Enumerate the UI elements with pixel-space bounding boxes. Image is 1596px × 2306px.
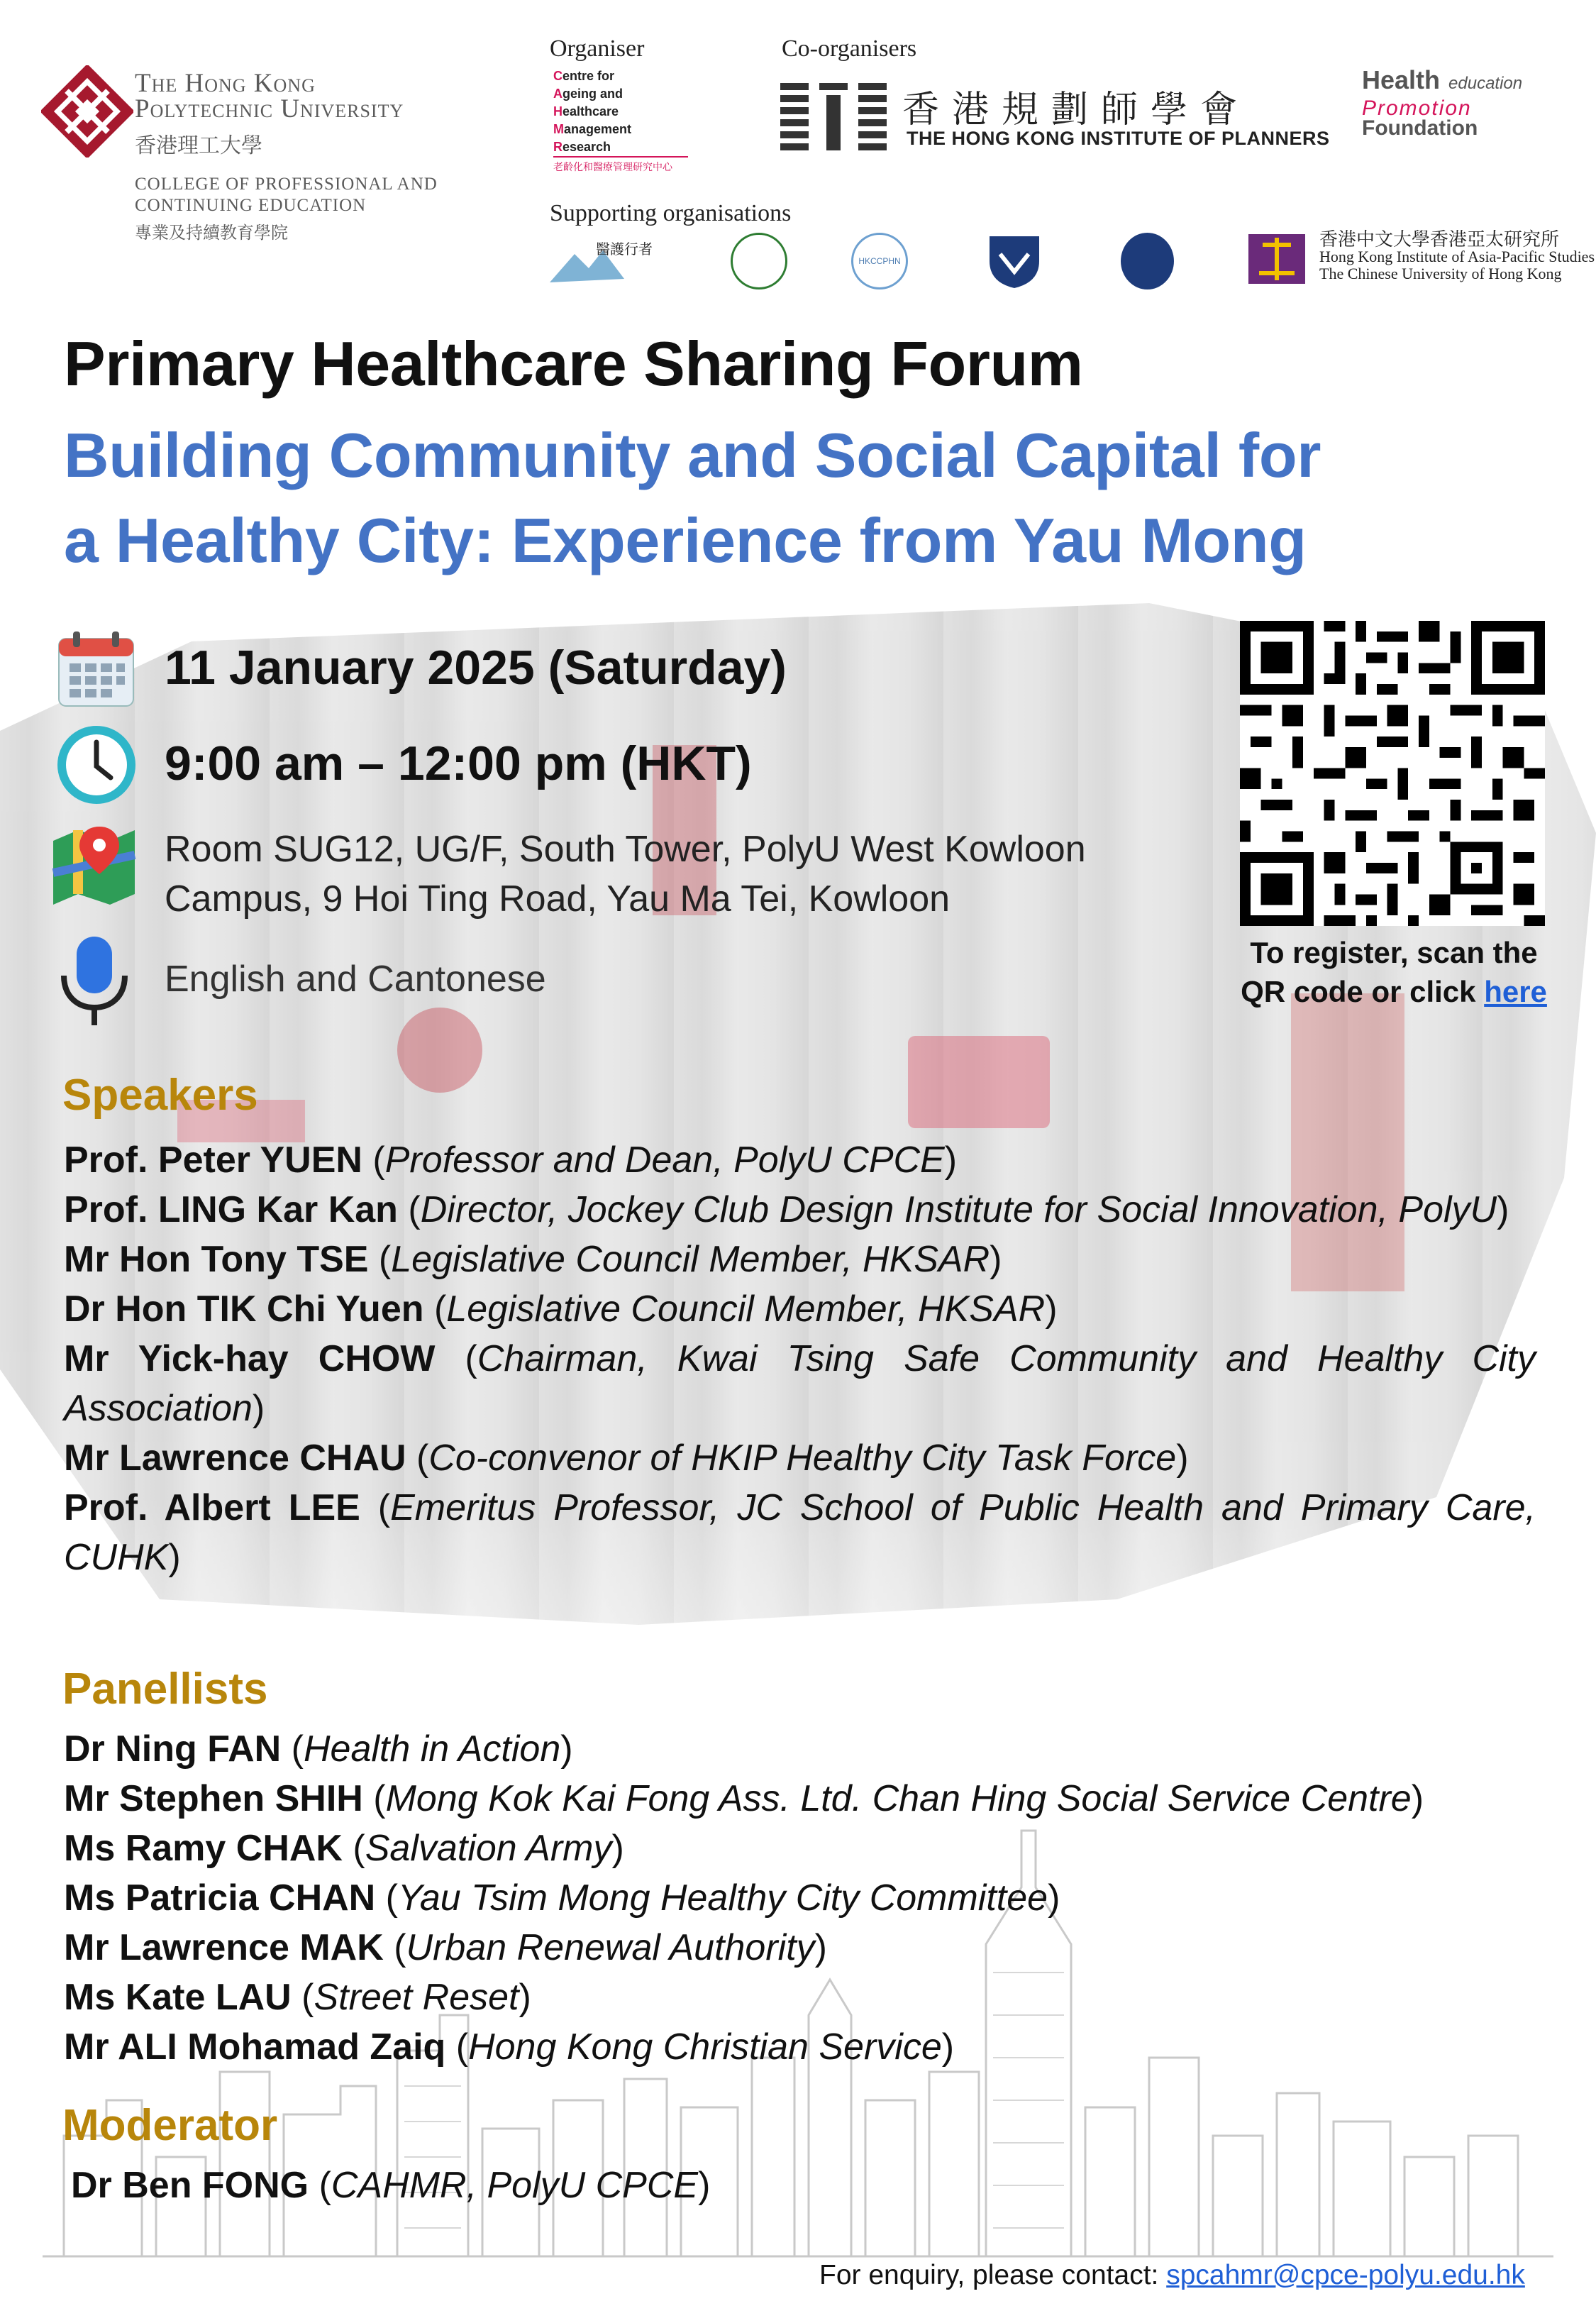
organiser-label: Organiser (550, 35, 645, 62)
panellists-heading: Panellists (62, 1665, 268, 1714)
clock-icon (54, 722, 139, 807)
moderator-name: Dr Ben FONG (71, 2165, 309, 2206)
panellist-affiliation: Health in Action (303, 1728, 561, 1770)
cahmr-logo (553, 67, 631, 156)
event-subtitle-line1: Building Community and Social Capital for (64, 420, 1321, 490)
panellist-item: Ms Kate LAU (Street Reset) (64, 1977, 531, 2018)
speaker-item: Mr Lawrence CHAU (Co-convenor of HKIP Healthy City Task Force) (64, 1438, 1189, 1479)
panellist-item: Mr ALI Mohamad Zaiq (Hong Kong Christian Service) (64, 2026, 955, 2068)
speaker-name: Prof. Albert LEE (64, 1487, 360, 1528)
polyu-name-line2: Polytechnic University (135, 94, 404, 123)
speaker-item: Prof. Peter YUEN (Professor and Dean, PolyU CPCE) (64, 1140, 958, 1181)
speaker-item: Mr Hon Tony TSE (Legislative Council Member, HKSAR) (64, 1239, 1002, 1280)
panellist-name: Ms Kate LAU (64, 1977, 292, 2018)
microphone-icon (55, 933, 133, 1029)
panellist-name: Mr Stephen SHIH (64, 1778, 363, 1819)
panellist-affiliation: Yau Tsim Mong Healthy City Committee (398, 1877, 1048, 1919)
panellist-item: Dr Ning FAN (Health in Action) (64, 1728, 573, 1770)
background-sign (908, 1036, 1050, 1128)
hkiaps-name (1319, 231, 1595, 282)
shield-logo (982, 233, 1046, 289)
supporting-org-logo (731, 233, 787, 289)
speaker-name: Mr Hon Tony TSE (64, 1239, 369, 1280)
cahmr-name-zh: 老齡化和醫療管理研究中心 (553, 161, 672, 172)
enquiry-label: For enquiry, please contact: (819, 2260, 1167, 2290)
supporting-org-seal-logo (1121, 233, 1174, 289)
speaker-affiliation: Director, Jockey Club Design Institute for Social Innovation, PolyU (420, 1189, 1497, 1230)
speaker-affiliation: Emeritus Professor, JC School of Public Health and Primary Care, CUHK (64, 1487, 1536, 1578)
speaker-affiliation: Legislative Council Member, HKSAR (446, 1289, 1046, 1330)
hkccphn-logo: HKCCPHN (851, 233, 908, 289)
hepf-education: education (1448, 74, 1523, 93)
cuhk-name-en: The Chinese University of Hong Kong (1319, 265, 1562, 282)
event-language: English and Cantonese (165, 959, 546, 1000)
panellist-name: Mr Lawrence MAK (64, 1927, 384, 1968)
panellist-item: Mr Stephen SHIH (Mong Kok Kai Fong Ass. Ltd. Chan Hing Social Service Centre) (64, 1778, 1424, 1819)
speaker-name: Mr Yick-hay CHOW (64, 1338, 436, 1379)
speaker-item: Dr Hon TIK Chi Yuen (Legislative Council Member, HKSAR) (64, 1289, 1058, 1330)
polyu-name-line1: The Hong Kong (135, 69, 316, 98)
enquiry-email-link[interactable]: spcahmr@cpce-polyu.edu.hk (1166, 2260, 1525, 2290)
moderator-item: Dr Ben FONG (CAHMR, PolyU CPCE) (71, 2165, 711, 2206)
speaker-item: Mr Yick-hay CHOW (Chairman, Kwai Tsing Safe Community and Healthy City Association) (64, 1338, 1536, 1429)
event-venue (165, 824, 1086, 924)
hkip-logo-mark (780, 79, 887, 150)
speaker-name: Prof. Peter YUEN (64, 1140, 362, 1181)
hepf-logo (1362, 65, 1522, 140)
event-time: 9:00 am – 12:00 pm (HKT) (165, 737, 752, 790)
cahmr-divider (553, 156, 688, 158)
panellist-item: Ms Patricia CHAN (Yau Tsim Mong Healthy City Committee) (64, 1877, 1060, 1919)
background-sign (397, 1008, 482, 1093)
registration-qr-code[interactable] (1240, 621, 1545, 926)
polyu-name (135, 71, 404, 122)
panellist-affiliation: Hong Kong Christian Service (468, 2026, 942, 2068)
polyu-name-zh: 香港理工大學 (135, 134, 262, 158)
event-venue-line1: Room SUG12, UG/F, South Tower, PolyU West Kowloon (165, 829, 1086, 870)
cahmr-line: Centre for (553, 69, 615, 83)
hkiaps-name-en: Hong Kong Institute of Asia-Pacific Studies (1319, 248, 1595, 265)
cuhk-logo (1245, 231, 1309, 287)
register-line2 (1202, 972, 1585, 1011)
panellist-name: Ms Ramy CHAK (64, 1828, 343, 1869)
hkip-name-zh: 香港規劃師學會 (902, 90, 1251, 131)
cpce-name-line1: COLLEGE OF PROFESSIONAL AND (135, 175, 438, 194)
calendar-icon (55, 628, 137, 710)
speaker-item: Prof. Albert LEE (Emeritus Professor, JC School of Public Health and Primary Care, CUHK) (64, 1487, 1536, 1578)
hkiaps-name-zh: 香港中文大學香港亞太研究所 (1319, 229, 1560, 250)
map-pin-icon (50, 823, 138, 912)
moderator-heading: Moderator (62, 2101, 278, 2150)
register-instructions (1202, 933, 1585, 1011)
speakers-heading: Speakers (62, 1071, 258, 1120)
enquiry-contact (819, 2260, 1525, 2291)
panellist-affiliation: Salvation Army (365, 1828, 612, 1869)
cpce-name-zh: 專業及持續教育學院 (135, 224, 288, 243)
panellists-list (64, 1724, 1561, 2072)
event-subtitle-line2: a Healthy City: Experience from Yau Mong (64, 505, 1307, 575)
cahmr-line: Management (553, 122, 632, 136)
speaker-affiliation: Co-convenor of HKIP Healthy City Task Force (428, 1438, 1177, 1479)
hepf-health: Health (1362, 65, 1441, 94)
speaker-affiliation: Legislative Council Member, HKSAR (391, 1239, 990, 1280)
event-subtitle (64, 413, 1553, 583)
panellist-name: Ms Patricia CHAN (64, 1877, 376, 1919)
cahmr-line: Healthcare (553, 104, 619, 118)
moderator-list (71, 2161, 1543, 2210)
event-title: Primary Healthcare Sharing Forum (64, 329, 1083, 399)
speakers-list (64, 1135, 1536, 1582)
panellist-name: Dr Ning FAN (64, 1728, 282, 1770)
hkip-name-en: THE HONG KONG INSTITUTE OF PLANNERS (907, 128, 1330, 149)
health-in-action-text: 醫護行者 (596, 241, 653, 258)
speaker-name: Prof. LING Kar Kan (64, 1189, 398, 1230)
panellist-affiliation: Street Reset (314, 1977, 519, 2018)
supporting-label: Supporting organisations (550, 200, 792, 226)
panellist-affiliation: Mong Kok Kai Fong Ass. Ltd. Chan Hing Social Service Centre (385, 1778, 1412, 1819)
cahmr-line: Ageing and (553, 87, 623, 101)
coorganisers-label: Co-organisers (782, 35, 917, 62)
panellist-name: Mr ALI Mohamad Zaiq (64, 2026, 446, 2068)
moderator-affiliation: CAHMR, PolyU CPCE (331, 2165, 699, 2206)
panellist-item: Ms Ramy CHAK (Salvation Army) (64, 1828, 624, 1869)
speaker-affiliation: Professor and Dean, PolyU CPCE (384, 1140, 945, 1181)
register-line2-prefix: QR code or click (1241, 975, 1485, 1008)
hepf-promotion: Promotion (1362, 96, 1472, 120)
panellist-affiliation: Urban Renewal Authority (406, 1927, 815, 1968)
cahmr-line: Research (553, 140, 611, 154)
register-line1: To register, scan the (1250, 936, 1538, 969)
event-date: 11 January 2025 (Saturday) (165, 641, 787, 695)
cpce-name-line2: CONTINUING EDUCATION (135, 196, 367, 215)
speaker-affiliation: Chairman, Kwai Tsing Safe Community and Healthy City Association (64, 1338, 1536, 1429)
register-link[interactable]: here (1484, 975, 1547, 1008)
health-in-action-logo (546, 233, 660, 289)
event-venue-line2: Campus, 9 Hoi Ting Road, Yau Ma Tei, Kowloon (165, 878, 951, 920)
cpce-name (135, 174, 438, 216)
speaker-name: Dr Hon TIK Chi Yuen (64, 1289, 424, 1330)
speaker-item: Prof. LING Kar Kan (Director, Jockey Club Design Institute for Social Innovation, PolyU) (64, 1189, 1509, 1230)
hepf-foundation: Foundation (1362, 116, 1478, 140)
polyu-logo (41, 65, 133, 158)
speaker-name: Mr Lawrence CHAU (64, 1438, 406, 1479)
panellist-item: Mr Lawrence MAK (Urban Renewal Authority) (64, 1927, 827, 1968)
